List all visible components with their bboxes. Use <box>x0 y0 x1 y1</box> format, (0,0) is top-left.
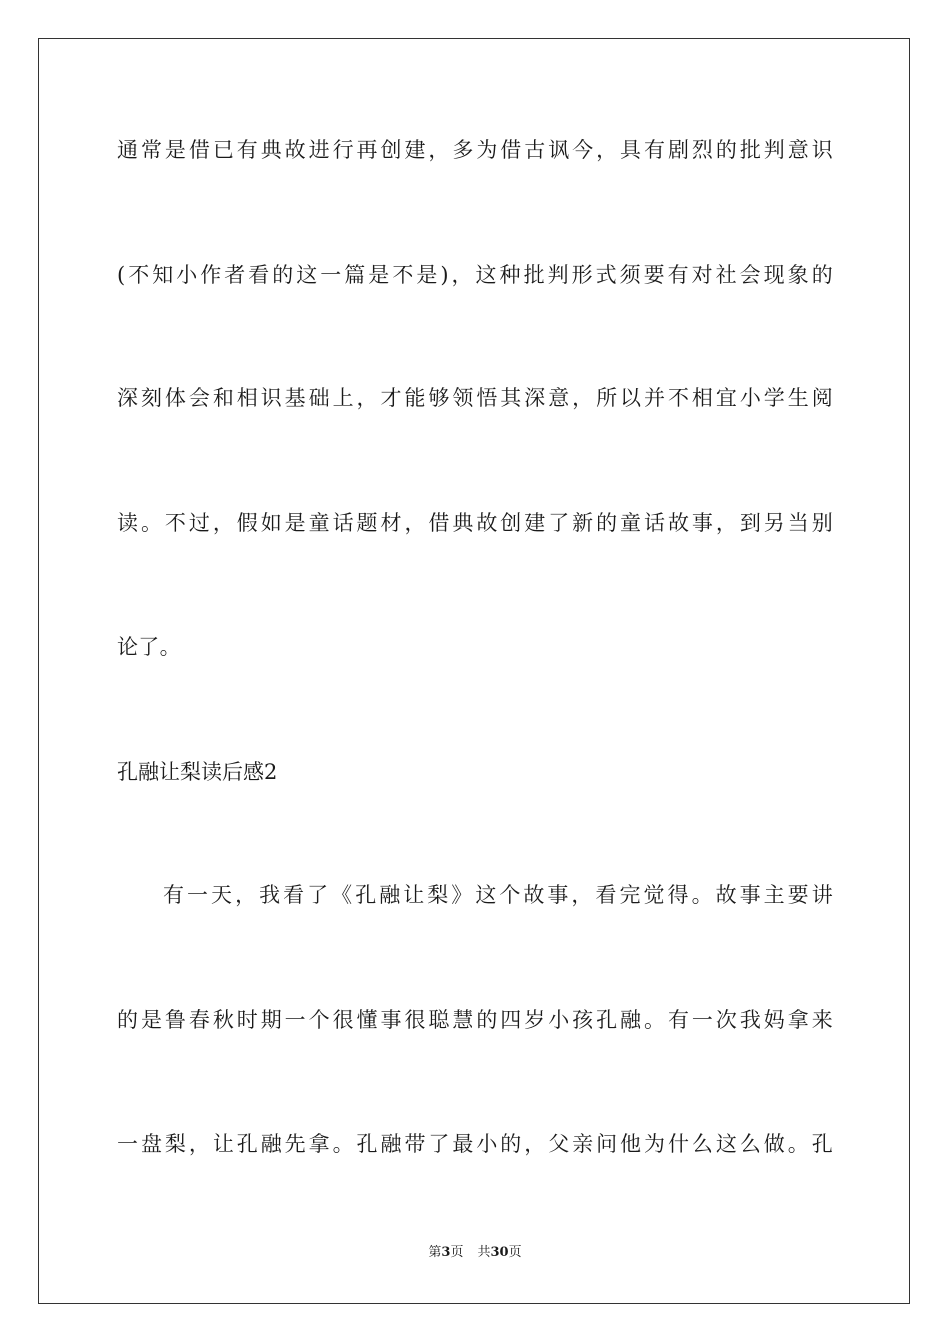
footer-total-pages: 30 <box>490 1245 509 1260</box>
paragraph-1-line-2: (不知小作者看的这一篇是不是)，这种批判形式须要有对社会现象的 <box>117 263 833 287</box>
paragraph-2-line-1: 有一天，我看了《孔融让梨》这个故事，看完觉得。故事主要讲 <box>163 883 833 907</box>
footer-prefix: 第 <box>428 1245 442 1260</box>
footer-total-unit: 页 <box>508 1245 522 1260</box>
footer-page-unit: 页 <box>450 1245 464 1260</box>
page-border <box>38 38 910 1304</box>
paragraph-1-line-5: 论了。 <box>117 635 181 659</box>
footer-page-number: 3 <box>441 1245 451 1260</box>
paragraph-1-line-4: 读。不过，假如是童话题材，借典故创建了新的童话故事，到另当别 <box>117 511 833 535</box>
paragraph-2-line-2: 的是鲁春秋时期一个很懂事很聪慧的四岁小孩孔融。有一次我妈拿来 <box>117 1008 833 1032</box>
section-title: 孔融让梨读后感2 <box>117 760 278 784</box>
footer-total-prefix: 共 <box>477 1245 491 1260</box>
page-footer <box>0 1244 950 1262</box>
paragraph-1-line-3: 深刻体会和相识基础上，才能够领悟其深意，所以并不相宜小学生阅 <box>117 386 833 410</box>
paragraph-2-line-3: 一盘梨，让孔融先拿。孔融带了最小的，父亲问他为什么这么做。孔 <box>117 1132 833 1156</box>
paragraph-1-line-1: 通常是借已有典故进行再创建，多为借古讽今，具有剧烈的批判意识 <box>117 138 833 162</box>
